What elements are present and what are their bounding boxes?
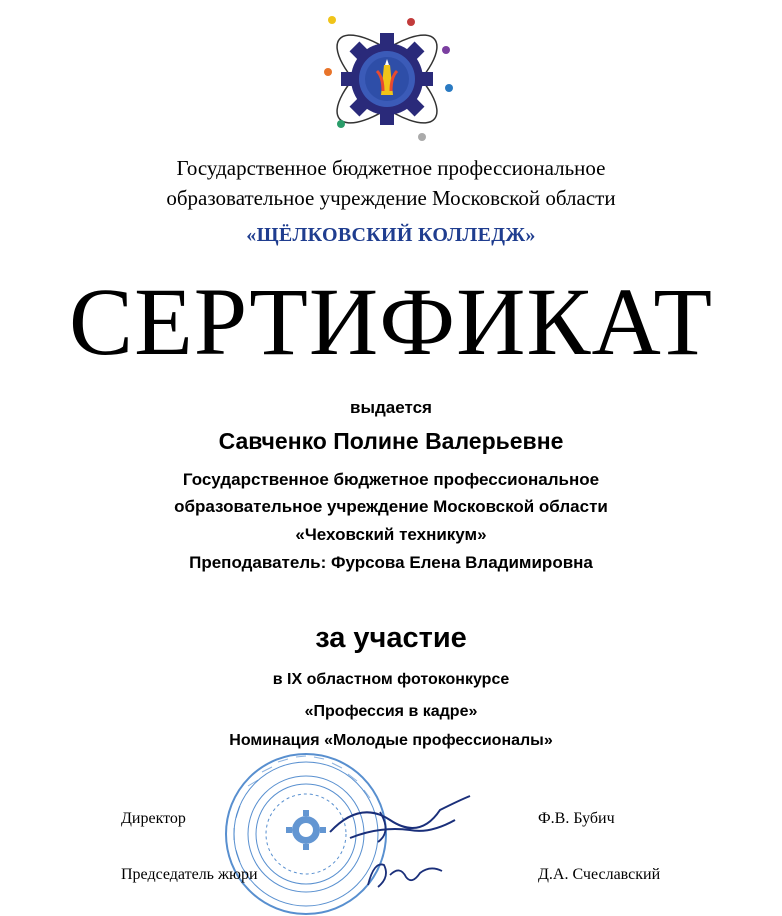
- teacher-line: Преподаватель: Фурсова Елена Владимировна: [189, 553, 593, 572]
- certificate-title: СЕРТИФИКАТ: [69, 268, 713, 375]
- jury-signature: [360, 855, 450, 895]
- director-name: Ф.В. Бубич: [538, 810, 615, 827]
- org-name-line1: Государственное бюджетное профессиональное: [176, 156, 606, 180]
- college-logo: [318, 14, 456, 144]
- jury-chair-label: Председатель жюри: [121, 866, 258, 883]
- institution-line3: «Чеховский техникум»: [295, 525, 487, 544]
- contest-line1: в IX областном фотоконкурсе: [272, 671, 510, 688]
- institution-line1: Государственное бюджетное профессиональное: [182, 470, 600, 489]
- director-label: Директор: [121, 810, 186, 827]
- issued-label: выдается: [350, 398, 432, 417]
- recipient-name: Савченко Полине Валерьевне: [218, 428, 564, 454]
- institution-line2: образовательное учреждение Московской области: [174, 497, 608, 516]
- org-name-line2: образовательное учреждение Московской области: [166, 186, 616, 210]
- contest-line2: «Профессия в кадре»: [304, 703, 478, 720]
- director-signature: [320, 790, 480, 850]
- jury-chair-name: Д.А. Счеславский: [538, 866, 661, 883]
- participation-label: за участие: [315, 622, 467, 654]
- college-name: «ЩЁЛКОВСКИЙ КОЛЛЕДЖ»: [246, 224, 536, 246]
- nomination-line: Номинация «Молодые профессионалы»: [229, 732, 553, 749]
